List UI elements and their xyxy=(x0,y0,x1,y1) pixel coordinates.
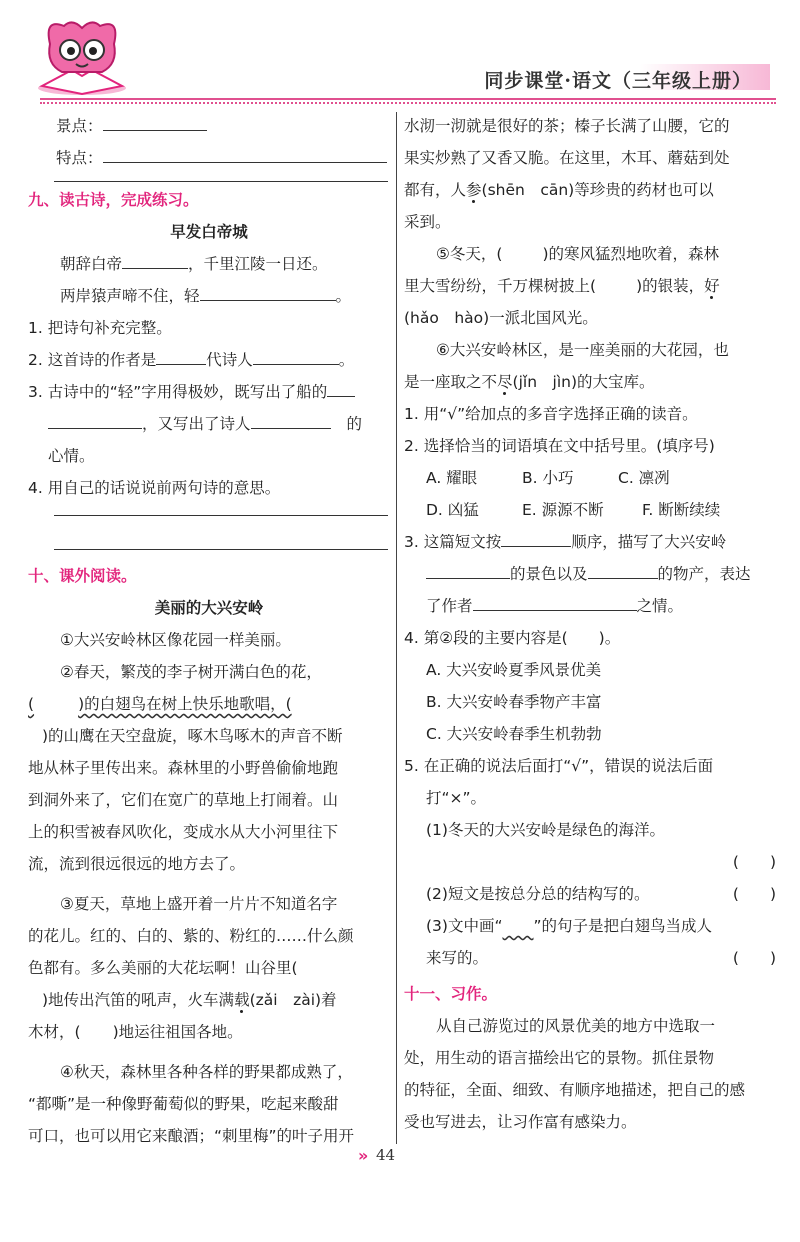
article-title: 美丽的大兴安岭 xyxy=(154,599,264,617)
left-column xyxy=(28,110,390,1152)
feature-blank-2[interactable] xyxy=(54,180,388,182)
scenery-blank[interactable] xyxy=(426,560,510,579)
poem-title: 早发白帝城 xyxy=(170,223,248,241)
header-dotted-rule xyxy=(40,102,776,104)
article-para-4-line-4: 水沏一沏就是很好的茶；榛子长满了山腰，它的 xyxy=(404,117,730,135)
poem-blank-2[interactable] xyxy=(200,282,336,301)
article-para-3-line-3: 色都有。多么美丽的大花坛啊！山谷里( xyxy=(28,959,298,977)
question-3-line-3: 心情。 xyxy=(48,447,95,465)
article-para-3-line-4: )地传出汽笛的吼声，火车满载(zǎi zài)着 xyxy=(42,991,337,1009)
question-1: 1. 把诗句补充完整。 xyxy=(28,319,172,337)
article-para-4-line-2: “都嘶”是一种像野葡萄似的野果，吃起来酸甜 xyxy=(28,1095,339,1113)
right-question-1: 1. 用“√”给加点的多音字选择正确的读音。 xyxy=(404,405,698,423)
article-para-1: ①大兴安岭林区像花园一样美丽。 xyxy=(60,631,291,649)
article-para-2-line-7: 流，流到很远很远的地方去了。 xyxy=(28,855,246,873)
produce-blank[interactable] xyxy=(588,560,658,579)
poem-line-1: 朝辞白帝 ，千里江陵一日还。 xyxy=(28,248,390,280)
writing-line-1: 从自己游览过的风景优美的地方中选取一 xyxy=(436,1017,716,1035)
option-a: A. 耀眼 xyxy=(426,469,478,487)
article-para-2-line-5: 到洞外来了，它们在宽广的草地上打闹着。山 xyxy=(28,791,339,809)
article-para-2-line-2: ( )的白翅鸟在树上快乐地歌唱，( xyxy=(28,695,292,713)
article-para-4-line-7: 采到。 xyxy=(404,213,451,231)
statement-3-line-2: 来写的。 ( ) xyxy=(404,942,776,974)
boat-blank-2[interactable] xyxy=(48,410,142,429)
answer-line-2[interactable] xyxy=(54,548,388,550)
choice-a[interactable]: A. 大兴安岭夏季风景优美 xyxy=(426,661,602,679)
statement-1-answer[interactable]: ( ) xyxy=(732,853,776,871)
statement-2: (2)短文是按总分总的结构写的。 ( ) xyxy=(404,878,776,910)
feature-blank[interactable] xyxy=(103,144,387,163)
statement-1: (1)冬天的大兴安岭是绿色的海洋。 xyxy=(426,821,665,839)
mood-blank[interactable] xyxy=(251,410,331,429)
statement-3-answer[interactable]: ( ) xyxy=(732,949,776,967)
statement-2-answer[interactable]: ( ) xyxy=(732,885,776,903)
statement-3-line-1: (3)文中画“ ”的句子是把白翅鸟当成人 xyxy=(426,917,713,935)
boat-blank[interactable] xyxy=(327,378,355,397)
article-para-3-line-5: 木材，( )地运往祖国各地。 xyxy=(28,1023,243,1041)
choice-c[interactable]: C. 大兴安岭春季生机勃勃 xyxy=(426,725,602,743)
poem-blank-1[interactable] xyxy=(122,250,188,269)
header-title: 同步课堂·语文（三年级上册） xyxy=(484,70,752,92)
article-para-6-line-1: ⑥大兴安岭林区，是一座美丽的大花园，也 xyxy=(436,341,729,359)
order-blank[interactable] xyxy=(501,528,571,547)
feature-line: 特点： xyxy=(28,142,390,174)
article-para-4-line-6: 都有，人参(shēn cān)等珍贵的药材也可以 xyxy=(404,181,714,199)
scenic-spot-blank[interactable] xyxy=(103,112,207,131)
option-d: D. 凶猛 xyxy=(426,501,479,519)
article-para-5-line-1: ⑤冬天，( )的寒风猛烈地吹着，森林 xyxy=(436,245,720,263)
right-question-5-line-1: 5. 在正确的说法后面打“√”，错误的说法后面 xyxy=(404,757,714,775)
option-f: F. 断断续续 xyxy=(642,501,721,519)
header-rule xyxy=(40,98,776,100)
page-arrow-icon: » xyxy=(358,1146,369,1165)
scenic-spot-line: 景点： xyxy=(28,110,390,142)
right-question-3-line-2: 的景色以及 的物产，表达 xyxy=(404,558,776,590)
right-question-3-line-3: 了作者 之情。 xyxy=(404,590,776,622)
options-row-1 xyxy=(404,462,776,494)
cartoon-mascot-logo xyxy=(32,14,132,98)
question-3-line-1: 3. 古诗中的“轻”字用得极妙，既写出了船的 xyxy=(28,376,390,408)
poem-line-2: 两岸猿声啼不住，轻 。 xyxy=(28,280,390,312)
options-row-2 xyxy=(404,494,776,526)
right-column xyxy=(404,110,776,1138)
feeling-blank[interactable] xyxy=(473,592,637,611)
section-10-heading: 十、课外阅读。 xyxy=(28,567,137,585)
question-3-line-2: ，又写出了诗人 的 xyxy=(28,408,390,440)
option-e: E. 源源不断 xyxy=(522,501,604,519)
right-question-4: 4. 第②段的主要内容是( )。 xyxy=(404,629,621,647)
answer-line-1[interactable] xyxy=(54,514,388,516)
article-para-2-line-1: ②春天，繁茂的李子树开满白色的花， xyxy=(60,663,322,681)
article-para-3-line-1: ③夏天，草地上盛开着一片片不知道名字 xyxy=(60,895,338,913)
page-number: 44 xyxy=(376,1146,396,1164)
right-question-5-line-2: 打“×”。 xyxy=(426,789,487,807)
article-para-6-line-2: 是一座取之不尽(jǐn jìn)的大宝库。 xyxy=(404,373,655,391)
article-para-2-line-3: )的山鹰在天空盘旋，啄木鸟啄木的声音不断 xyxy=(42,727,343,745)
question-2: 2. 这首诗的作者是 代诗人 。 xyxy=(28,344,390,376)
writing-line-2: 处，用生动的语言描绘出它的景物。抓住景物 xyxy=(404,1049,715,1067)
column-divider xyxy=(396,112,397,1144)
article-para-5-line-3: (hǎo hào)一派北国风光。 xyxy=(404,309,598,327)
poet-blank[interactable] xyxy=(253,346,339,365)
right-question-3-line-1: 3. 这篇短文按 顺序，描写了大兴安岭 xyxy=(404,526,776,558)
question-4: 4. 用自己的话说说前两句诗的意思。 xyxy=(28,479,281,497)
article-para-2-line-4: 地从林子里传出来。森林里的小野兽偷偷地跑 xyxy=(28,759,339,777)
section-9-heading: 九、读古诗，完成练习。 xyxy=(28,191,199,209)
article-para-4-line-3: 可口，也可以用它来酿酒；“刺里梅”的叶子用开 xyxy=(28,1127,355,1145)
option-c: C. 凛冽 xyxy=(618,469,670,487)
dynasty-blank[interactable] xyxy=(156,346,206,365)
choice-b[interactable]: B. 大兴安岭春季物产丰富 xyxy=(426,693,602,711)
article-para-5-line-2: 里大雪纷纷，千万棵树披上( )的银装，好 xyxy=(404,277,720,295)
writing-line-4: 受也写进去，让习作富有感染力。 xyxy=(404,1113,637,1131)
section-11-heading: 十一、习作。 xyxy=(404,985,498,1003)
article-para-4-line-1: ④秋天，森林里各种各样的野果都成熟了， xyxy=(60,1063,353,1081)
option-b: B. 小巧 xyxy=(522,469,574,487)
right-question-2: 2. 选择恰当的词语填在文中括号里。(填序号) xyxy=(404,437,715,455)
article-para-3-line-2: 的花儿。红的、白的、紫的、粉红的……什么颜 xyxy=(28,927,354,945)
article-para-4-line-5: 果实炒熟了又香又脆。在这里，木耳、蘑菇到处 xyxy=(404,149,730,167)
article-para-2-line-6: 上的积雪被春风吹化，变成水从大小河里往下 xyxy=(28,823,339,841)
writing-line-3: 的特征，全面、细致、有顺序地描述，把自己的感 xyxy=(404,1081,746,1099)
page-header xyxy=(0,0,800,110)
